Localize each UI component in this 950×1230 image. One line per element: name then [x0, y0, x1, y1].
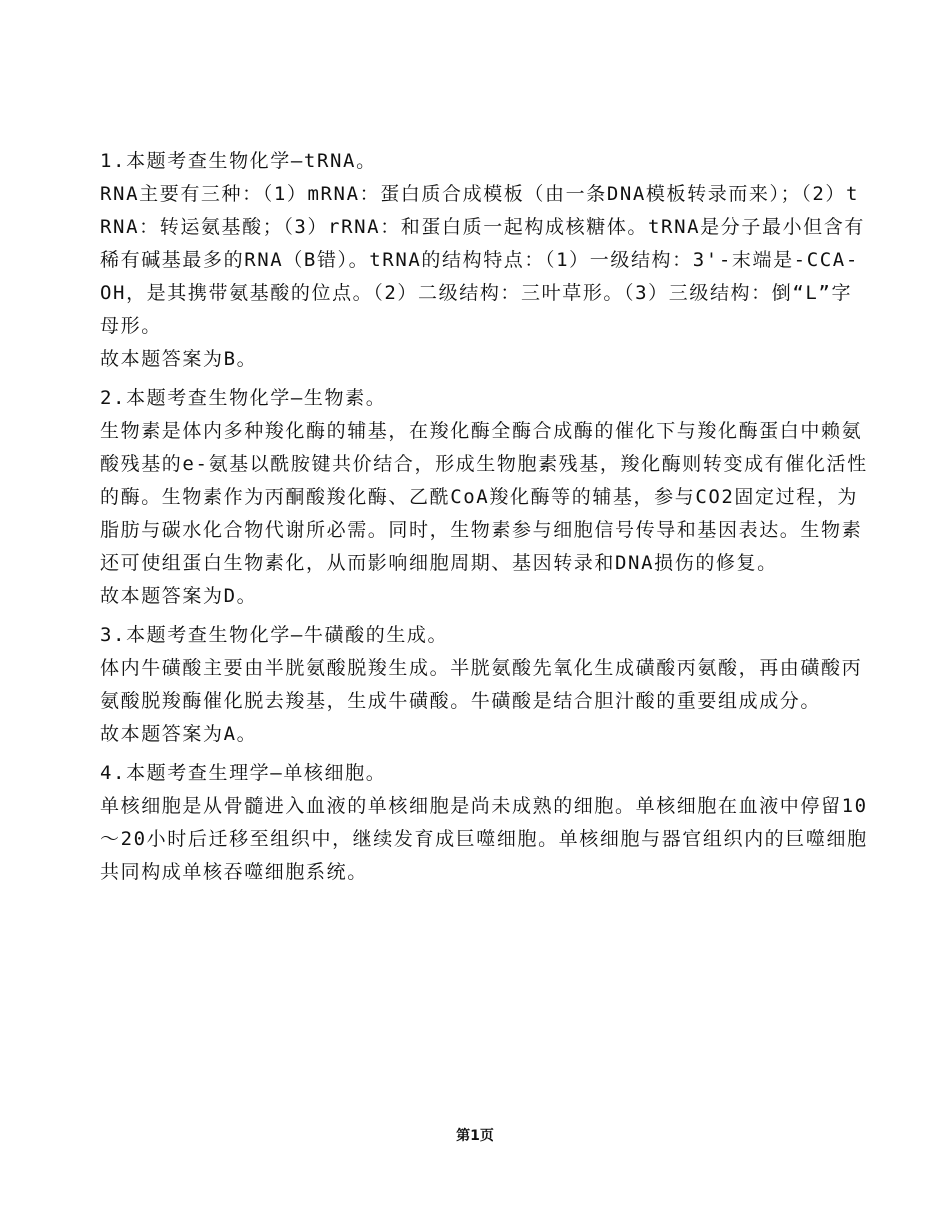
page-number: 第1页 [456, 1128, 494, 1144]
section-heading: 2.本题考查生物化学—生物素。 [100, 387, 387, 409]
section-body: RNA主要有三种：（1）mRNA：蛋白质合成模板（由一条DNA模板转录而来）；（2）tRNA：转运氨基酸；（3）rRNA：和蛋白质一起构成核糖体。tRNA是分子最小但含有稀有碱基最多的RNA（B错）。tRNA的结构特点：（1）一级结构：3'-末端是-CCA-OH，是其携带氨基酸的位点。（2）二级结构：三叶草形。（3）三级结构：倒“L”字母形。 [100, 183, 865, 337]
section-answer: 故本题答案为D。 [100, 585, 258, 607]
document-body [100, 145, 870, 895]
section-heading: 1.本题考查生物化学—tRNA。 [100, 150, 377, 172]
section-body: 单核细胞是从骨髓进入血液的单核细胞是尚未成熟的细胞。单核细胞在血液中停留10～20小时后迁移至组织中，继续发育成巨噬细胞。单核细胞与器官组织内的巨噬细胞共同构成单核吞噬细胞系统。 [100, 795, 868, 883]
section-heading: 3.本题考查生物化学—牛磺酸的生成。 [100, 624, 449, 646]
section-body: 生物素是体内多种羧化酶的辅基，在羧化酶全酶合成酶的催化下与羧化酶蛋白中赖氨酸残基的e-氨基以酰胺键共价结合，形成生物胞素残基，羧化酶则转变成有催化活性的酶。生物素作为丙酮酸羧化酶、乙酰CoA羧化酶等的辅基，参与CO2固定过程，为脂肪与碳水化合物代谢所必需。同时，生物素参与细胞信号传导和基因表达。生物素还可使组蛋白生物素化，从而影响细胞周期、基因转录和DNA损伤的修复。 [100, 420, 868, 574]
section-heading: 4.本题考查生理学—单核细胞。 [100, 762, 387, 784]
answer-section-3 [100, 619, 870, 751]
section-answer: 故本题答案为B。 [100, 348, 258, 370]
section-body: 体内牛磺酸主要由半胱氨酸脱羧生成。半胱氨酸先氧化生成磺酸丙氨酸，再由磺酸丙氨酸脱羧酶催化脱去羧基，生成牛磺酸。牛磺酸是结合胆汁酸的重要组成成分。 [100, 657, 863, 712]
answer-section-1 [100, 145, 870, 376]
answer-section-2 [100, 382, 870, 613]
answer-section-4 [100, 757, 870, 889]
section-answer: 故本题答案为A。 [100, 723, 258, 745]
